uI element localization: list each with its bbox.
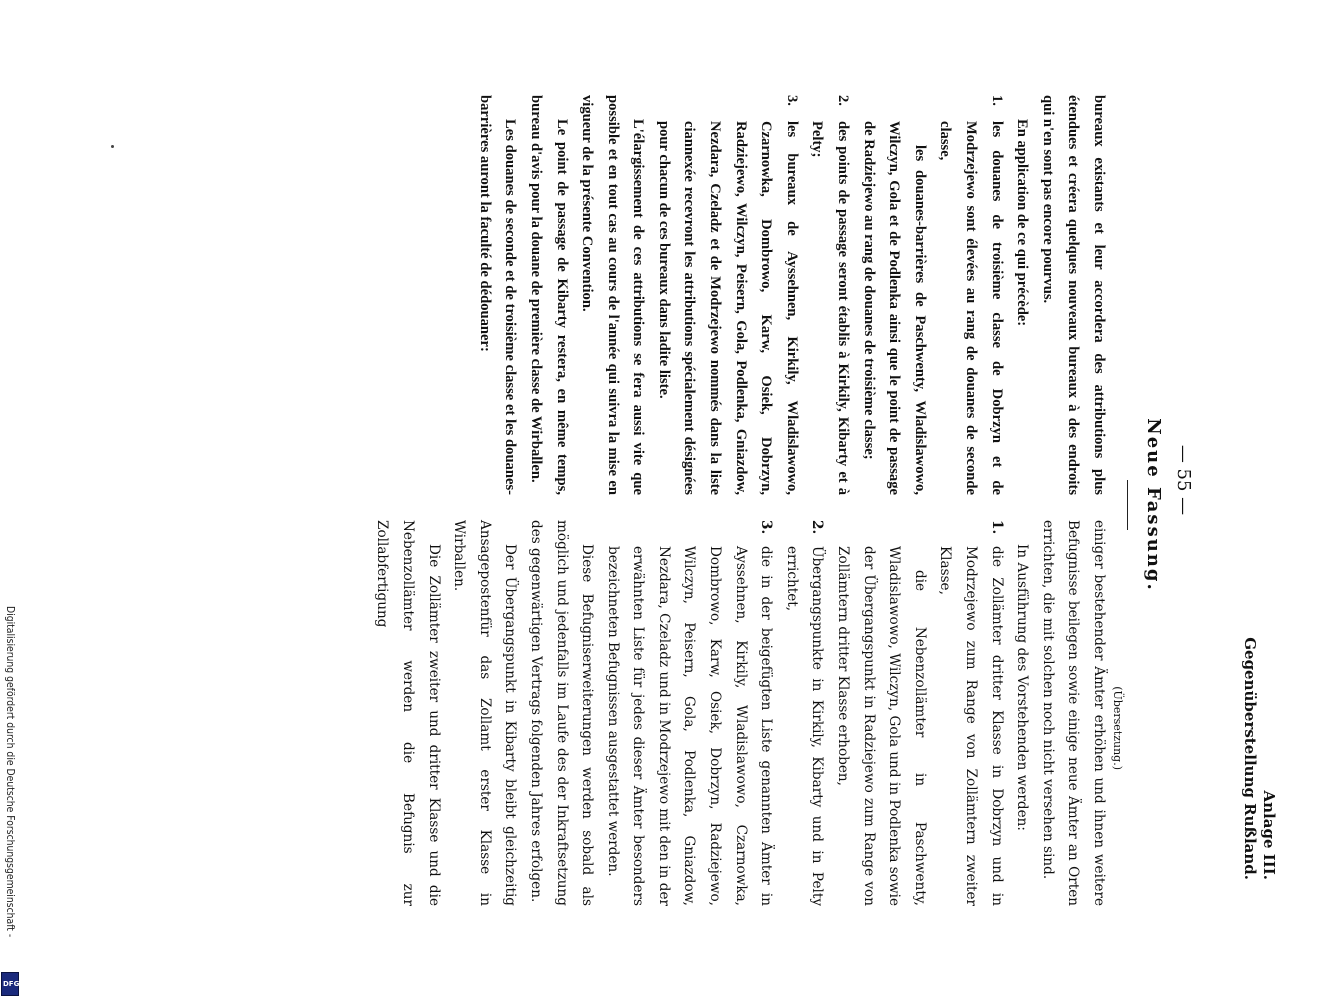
column-title: Neue Fassung. xyxy=(1143,418,1164,592)
right-intro: einiger bestehender Ämter erhöhen und ihnen weitere Befugnisse beilegen sowie einige neue Ämter an Orten errichten, die mit solchen noch nicht versehen sind. xyxy=(1039,520,1107,906)
right-item-3-number: 3. xyxy=(758,520,775,535)
left-item-1-number: 1. xyxy=(988,95,1005,106)
digitization-credit-text: Digitalisierung gefördert durch die Deutsche Forschungsgemeinschaft - xyxy=(4,606,16,938)
right-paragraph-b: Der Übergangspunkt in Kibarty bleibt gleichzeitig Ansagepostenfür das Zollamt erster Klasse in Wirballen. xyxy=(451,520,519,906)
right-item-1-number: 1. xyxy=(988,520,1005,535)
right-item-1 xyxy=(829,520,1008,906)
stray-mark xyxy=(111,145,114,148)
left-item-2-text: des points de passage seront établis à Kirkily, Kibarty et à Pelty; xyxy=(809,121,852,495)
right-paragraph-c: Die Zollämter zweiter und dritter Klasse und die Nebenzollämter werden die Befugnis zur Zollabfertigung xyxy=(374,520,442,906)
right-item-2 xyxy=(778,520,829,906)
left-paragraph-a: L'élargissement de ces attributions se fera aussi vite que possible et en tout cas au cours de l'année qui suivra la mise en vigueur de la présente Convention. xyxy=(579,95,647,495)
left-item-3-number: 3. xyxy=(783,95,800,106)
right-item-2-text: Übergangspunkte in Kirkily, Kibarty und in Pelty errichtet, xyxy=(783,546,826,906)
digitization-credit xyxy=(0,606,20,996)
left-item-1-text: les douanes de troisième classe de Dobrzyn et de Modrzejewo sont élevées au rang de douanes de seconde classe, xyxy=(937,121,1005,495)
annex-heading xyxy=(1240,590,1278,880)
right-item-1-text: die Zollämter dritter Klasse in Dobrzyn und in Modrzejewo zum Range von Zollämtern zweiter Klasse, xyxy=(937,546,1005,906)
dfg-logo xyxy=(1,972,19,996)
left-item-1 xyxy=(855,95,1009,495)
right-text-column xyxy=(369,520,1111,906)
right-item-3-text: die in der beigefügten Liste genannten Ämter in Ayssehnen, Kirkily, Wladislawowo, Czarnowka, Dombrowo, Karw, Osiek, Dobrzyn, Radziejewo, Wilczyn, Peisern, Gola, Podlenka, Gniazdow, Nezdara, Czeladz und in Modrzejewo mit den in der erwähnten Liste für jedes dieser Ämter besonders bezeichneten Befugnissen ausgestattet werden. xyxy=(604,546,775,906)
title-rule xyxy=(1127,480,1128,530)
left-item-1-sub: les douanes-barrières de Paschwenty, Wladislawowo, Wilczyn, Gola et de Podlenka ainsi que le point de passage de Radziejewo au rang de douanes de troisième classe; xyxy=(860,121,928,495)
page-number: — 55 — xyxy=(1173,444,1194,516)
left-intro: bureaux existants et leur accordera des attributions plus étendues et créera quelques nouveaux bureaux à des endroits qui n'en sont pas encore pourvus. xyxy=(1039,95,1107,495)
left-item-2 xyxy=(804,95,855,495)
right-item-1-sub: die Nebenzollämter in Paschwenty, Wladislawowo, Wilczyn, Gola und in Podlenka sowie der Übergangspunkt in Radziejewo zum Range von Zollämtern dritter Klasse erhoben, xyxy=(835,546,928,906)
right-application: In Ausführung des Vorstehenden werden: xyxy=(1014,544,1031,831)
left-item-3-text: les bureaux de Ayssehnen, Kirkily, Wladislawowo, Czarnowka, Dombrowo, Karw, Osiek, Dobrzyn, Radziejewo, Wilczyn, Peisern, Gola, Podlenka, Gniazdow, Nezdara, Czeladz et de Modrzejewo nommés dans la liste ciannexée recevront les attributions spécialement désignées pour chacun de ces bureaux dans ladite liste. xyxy=(655,121,800,495)
annex-number: Anlage III. xyxy=(1260,790,1278,880)
right-item-3 xyxy=(599,520,778,906)
left-application: En application de ce qui précède: xyxy=(1014,119,1031,327)
right-paragraph-a: Diese Befugniserweiterungen werden sobald als möglich und jedenfalls im Laufe des der Inkraftsetzung des gegenwärtigen Vertrags folgenden Jahres erfolgen. xyxy=(527,520,596,906)
right-item-2-number: 2. xyxy=(809,520,826,535)
left-paragraph-c: Les douanes de seconde et de troisième classe et les douanes-barrières auront la faculté de dédouaner: xyxy=(476,95,519,495)
left-item-3 xyxy=(650,95,804,495)
annex-subtitle: Gegenüberstellung Rußland. xyxy=(1241,637,1259,880)
left-item-2-number: 2. xyxy=(835,95,852,106)
translation-note: (Übersetzung.) xyxy=(1111,686,1124,770)
left-paragraph-b: Le point de passage de Kibarty restera, en même temps, bureau d'avis pour la douane de première classe de Wirballen. xyxy=(527,95,570,495)
dfg-logo-text: DFG xyxy=(3,980,20,988)
left-text-column xyxy=(471,95,1111,495)
